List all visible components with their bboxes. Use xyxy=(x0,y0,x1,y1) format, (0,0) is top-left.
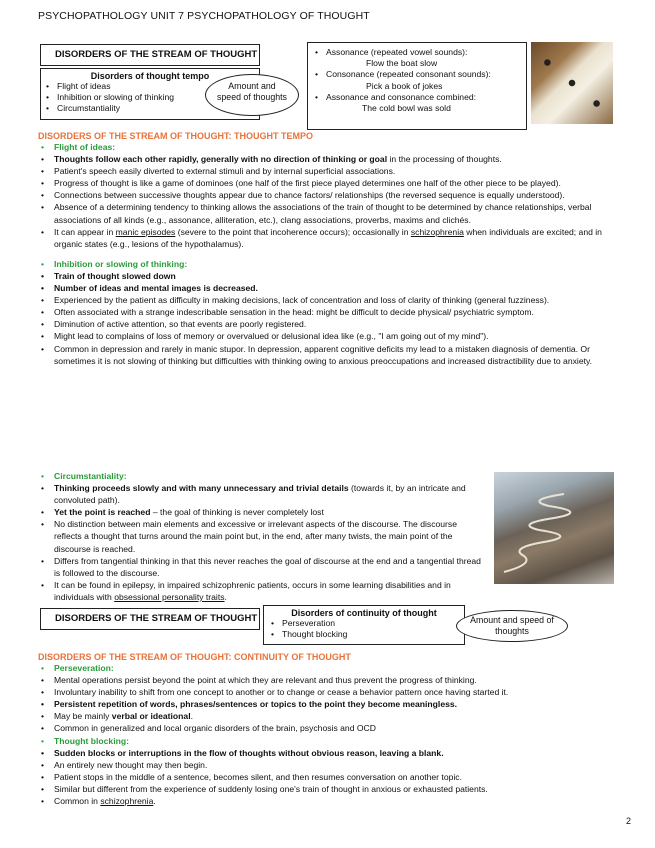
list-item: • Might lead to complains of loss of memory or overvalued or delusional idea like (e.g., "I am going out of my mind"). xyxy=(38,330,612,342)
sounds-box xyxy=(307,42,527,130)
amount-speed-oval xyxy=(205,74,299,116)
list-item: • Inhibition or slowing of thinking xyxy=(45,92,259,103)
list-item: • Assonance (repeated vowel sounds): xyxy=(314,47,526,58)
list-item: • Common in depression and rarely in manic stupor. In depression, apparent cognitive deficits my lead to a mistaken diagnosis of dementia. Or sometimes it is not slowing of thinking but difficulties with thinking owing to anxious preoccupations and increased distractibility due to anxiety. xyxy=(38,343,612,367)
list-item: • Patient's speech easily diverted to external stimuli and by internal superficial associations. xyxy=(38,165,612,177)
list-item: • An entirely new thought may then begin. xyxy=(38,759,612,771)
list-item: • Thinking proceeds slowly and with many unnecessary and trivial details (towards it, by an intricate and convoluted path). xyxy=(38,482,486,506)
inhibition-label: • Inhibition or slowing of thinking: xyxy=(38,258,612,270)
box-subtitle: Disorders of thought tempo xyxy=(90,71,210,81)
list-item: • Circumstantiality xyxy=(45,103,259,114)
continuity-list xyxy=(264,618,464,640)
list-item: • Experienced by the patient as difficulty in making decisions, lack of concentration and loss of clarity of thinking (general fuzziness). xyxy=(38,294,612,306)
list-item: • Yet the point is reached – the goal of thinking is never completely lost xyxy=(38,506,486,518)
list-item: • No distinction between main elements and excessive or irrelevant aspects of the discourse. The discourse reflects a thought that turns around the main point but, in the end, after many twists, the main point of the discourse is reached. xyxy=(38,518,486,554)
example: Pick a book of jokes xyxy=(366,80,443,91)
list-item: • Often associated with a strange indescribable sensation in the head: might be difficult to decide physical/ psychiatric symptom. xyxy=(38,306,612,318)
flight-label: • Flight of ideas: xyxy=(38,141,612,153)
dominoes-image xyxy=(531,42,613,124)
list-item: • Connections between successive thoughts appear due to chance factors/ relationships (the reversed sequence is equally understood). xyxy=(38,189,612,201)
example: The cold bowl was sold xyxy=(362,103,451,114)
blocking-label: • Thought blocking: xyxy=(38,735,612,747)
list-item: • Flight of ideas xyxy=(45,81,259,92)
stream-of-thought-title-box xyxy=(40,44,260,66)
list-item: • Consonance (repeated consonant sounds): xyxy=(314,69,526,80)
list-item: • Sudden blocks or interruptions in the flow of thoughts without obvious reason, leaving a blank. xyxy=(38,747,612,759)
sounds-list xyxy=(308,43,526,114)
list-item: • Common in generalized and local organic disorders of the brain, psychosis and OCD xyxy=(38,722,612,734)
list-item: • Diminution of active attention, so that events are poorly registered. xyxy=(38,318,612,330)
perseveration-label: • Perseveration: xyxy=(38,662,612,674)
example: Flow the boat slow xyxy=(366,58,438,69)
oval-label: Amount and speed of thoughts xyxy=(470,615,554,636)
list-item: • Thoughts follow each other rapidly, generally with no direction of thinking or goal in the processing of thoughts. xyxy=(38,153,612,165)
oval-label: Amount and speed of thoughts xyxy=(217,81,287,102)
circum-label: • Circumstantiality: xyxy=(38,470,486,482)
list-item: • Assonance and consonance combined: xyxy=(314,92,526,103)
list-item: • Perseveration xyxy=(270,618,464,629)
list-item: • Thought blocking xyxy=(270,629,464,640)
section-heading: DISORDERS OF THE STREAM OF THOUGHT: THOUGHT TEMPO xyxy=(38,131,313,141)
list-item: • Train of thought slowed down xyxy=(38,270,612,282)
page-header: PSYCHOPATHOLOGY UNIT 7 PSYCHOPATHOLOGY OF THOUGHT xyxy=(38,10,370,22)
stream-of-thought-title-box-2 xyxy=(40,608,260,630)
box-title: DISORDERS OF THE STREAM OF THOUGHT xyxy=(55,613,258,624)
circumstantiality-section xyxy=(38,470,486,603)
box-subtitle: Disorders of continuity of thought xyxy=(291,608,437,618)
list-item: • It can be found in epilepsy, in impaired schizophrenic patients, occurs in some learning disabilities and in individuals with obsessional personality traits. xyxy=(38,579,486,603)
list-item: • Persistent repetition of words, phrases/sentences or topics to the point they become meaningless. xyxy=(38,698,612,710)
amount-speed-oval-2 xyxy=(456,610,568,642)
continuity-box xyxy=(263,605,465,645)
list-item: • It can appear in manic episodes (severe to the point that incoherence occurs); occasionally in schizophrenia when individuals are excited; and in organic states (e.g., lesions of the hypothalamus). xyxy=(38,226,612,250)
box-title: DISORDERS OF THE STREAM OF THOUGHT xyxy=(55,49,258,60)
list-item: • Patient stops in the middle of a sentence, becomes silent, and then resumes conversation on another topic. xyxy=(38,771,612,783)
list-item: • Similar but different from the experience of suddenly losing one's train of thought in anxious or exhausted patients. xyxy=(38,783,612,795)
road-drawing xyxy=(494,472,614,584)
continuity-section xyxy=(38,652,612,807)
list-item: • Mental operations persist beyond the point at which they are relevant and thus prevent the progress of thinking. xyxy=(38,674,612,686)
list-item: • Differs from tangential thinking in that this never reaches the goal of discourse at the end and a tangential thread is followed to the discourse. xyxy=(38,555,486,579)
list-item: • Common in schizophrenia. xyxy=(38,795,612,807)
list-item: • Number of ideas and mental images is decreased. xyxy=(38,282,612,294)
list-item: • May be mainly verbal or ideational. xyxy=(38,710,612,722)
page-number: 2 xyxy=(625,816,631,826)
list-item: • Absence of a determining tendency to thinking allows the associations of the train of thought to be determined by chance relationships, verbal associations of all kinds (e.g., assonance, alliteration, etc.), clang associations, proverbs, maxims and clichés. xyxy=(38,201,612,225)
list-item: • Progress of thought is like a game of dominoes (one half of the first piece played determines one half of the other piece to be played). xyxy=(38,177,612,189)
thought-tempo-section xyxy=(38,131,612,367)
list-item: • Involuntary inability to shift from one concept to another or to change or cease a behavior pattern once having started it. xyxy=(38,686,612,698)
section-heading: DISORDERS OF THE STREAM OF THOUGHT: CONTINUITY OF THOUGHT xyxy=(38,652,351,662)
winding-road-image xyxy=(494,472,614,584)
